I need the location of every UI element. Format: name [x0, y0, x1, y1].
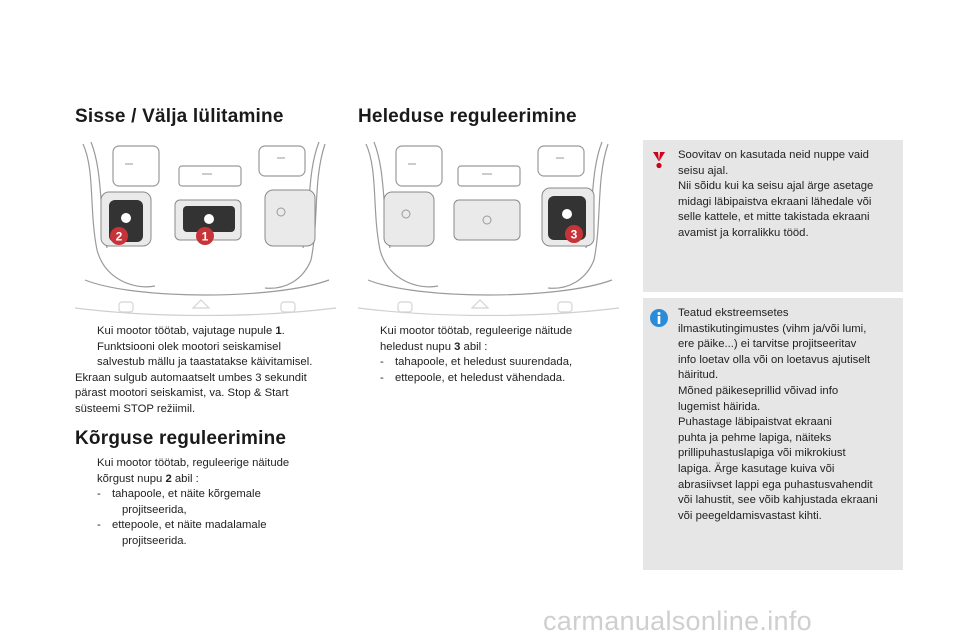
height-dash-2: - ettepoole, et näite madalamale projitseerida. — [97, 519, 267, 547]
section-heading-brightness: Heleduse reguleerimine — [358, 106, 577, 127]
marker-1-label: 1 — [201, 229, 209, 244]
brightness-bullet: Kui mootor töötab, reguleerige näitude heledust nupu 3 abil : — [380, 325, 573, 353]
info-text: Teatud ekstreemsetes ilmastikutingimustes (vihm ja/või lumi, ere päike...) ei tarvitse projitseeritav info loetav olla või on loetavus ajutiselt häiritud. Mõned päikeseprillid võivad info lugemist häirida. Puhastage läbipaistvat ekraani puhta ja pehme lapiga, näiteks prillipuhastuslapiga või mikrokiust lapiga. Ärge kasutage kuiva või abrasiivset lappi ega puhastusvahendit või lahustit, see võib kahjustada ekraani või peegeldamisvastast kihti. — [678, 307, 878, 522]
brightness-dash-1: - tahapoole, et heledust suurendada, — [380, 356, 573, 369]
marker-3-label: 3 — [570, 227, 578, 242]
brightness-text — [358, 324, 628, 386]
on-off-bullet: Kui mootor töötab, vajutage nupule 1. Funktsiooni olek mootori seiskamisel salvestub mällu ja taastatakse käivitamisel. — [97, 325, 313, 369]
brightness-dash-2: - ettepoole, et heledust vähendada. — [380, 371, 566, 384]
warning-exclamation-icon — [649, 150, 669, 170]
watermark: carmanualsonline.info — [543, 606, 812, 636]
height-text — [75, 456, 345, 550]
on-off-text — [75, 324, 345, 418]
marker-2-label: 2 — [115, 229, 123, 244]
warning-text: Soovitav on kasutada neid nuppe vaid seisu ajal. Nii sõidu kui ka seisu ajal ärge asetage midagi läbipaistva ekraani lähedale või selle kattele, et mitte takistada ekraani avamist ja korralikku tööd. — [678, 149, 874, 239]
warning-box — [643, 140, 903, 292]
height-bullet: Kui mootor töötab, reguleerige näitude kõrgust nupu 2 abil : — [97, 457, 290, 485]
switch-panel-illustration — [75, 140, 336, 316]
brightness-panel-illustration — [358, 140, 619, 316]
section-heading-height: Kõrguse reguleerimine — [75, 428, 287, 449]
section-heading-on-off: Sisse / Välja lülitamine — [75, 106, 284, 127]
height-dash-1: - tahapoole, et näite kõrgemale projitseerida, — [97, 488, 261, 516]
info-box — [643, 298, 903, 570]
on-off-note: Ekraan sulgub automaatselt umbes 3 sekundit pärast mootori seiskamist, va. Stop & Start süsteemi STOP režiimil. — [75, 371, 307, 415]
info-icon — [649, 308, 669, 328]
